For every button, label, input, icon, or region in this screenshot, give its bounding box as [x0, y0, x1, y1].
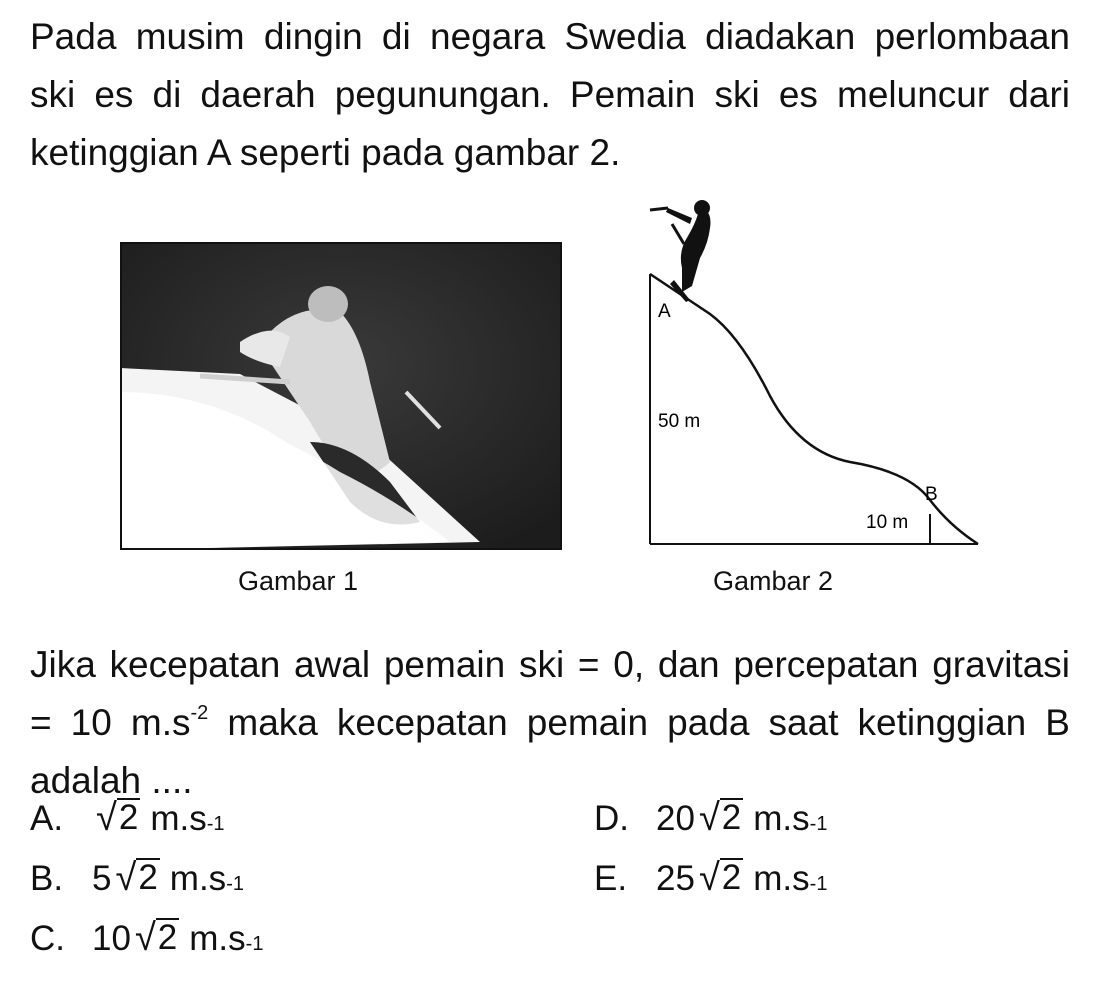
- option-unit: m.s: [150, 798, 207, 838]
- skier-icon: [650, 200, 711, 302]
- sqrt-symbol: √ 2: [115, 856, 158, 899]
- slope-diagram: [620, 196, 1000, 556]
- question-line-2: [30, 694, 1070, 752]
- question-line-1: Jika kecepatan awal pemain ski = 0, dan percepatan gravitasi: [30, 644, 1070, 685]
- option-radicand: 2: [721, 858, 742, 897]
- option-coefficient: 10: [92, 918, 131, 958]
- skier-photo: [120, 242, 562, 550]
- option-unit: m.s: [753, 798, 810, 838]
- sqrt-symbol: √ 2: [698, 796, 742, 839]
- question-paragraph: [30, 636, 1070, 810]
- question-line-2-start: = 10 m.s: [30, 702, 191, 743]
- sqrt-symbol: √ 2: [134, 916, 178, 959]
- option-radicand: 2: [157, 918, 178, 957]
- option-unit: m.s: [753, 858, 810, 898]
- question-line-3: adalah ....: [30, 760, 193, 801]
- option-unit: m.s: [189, 918, 246, 958]
- option-coefficient: 25: [656, 858, 695, 898]
- option-radicand: 2: [138, 858, 158, 897]
- option-letter: B.: [30, 858, 64, 898]
- option-c[interactable]: C. 10 √ 2 m.s -1: [30, 916, 264, 959]
- figure-1-caption: Gambar 1: [238, 566, 359, 596]
- option-coefficient: 5: [92, 858, 112, 898]
- height-a-label: 50 m: [658, 411, 701, 432]
- option-letter: E.: [594, 858, 628, 898]
- figure-2-caption: Gambar 2: [713, 566, 834, 596]
- option-b[interactable]: B. 5 √ 2 m.s -1: [30, 856, 244, 899]
- sqrt-symbol: √ 2: [96, 796, 139, 839]
- option-a[interactable]: A. √ 2 m.s -1: [30, 796, 225, 839]
- option-radicand: 2: [118, 798, 139, 837]
- height-b-label: 10 m: [866, 512, 909, 533]
- option-letter: D.: [594, 798, 629, 838]
- question-line-2-end: maka kecepatan pemain pada saat ketinggian B: [208, 702, 1070, 743]
- intro-line-2: ski es di daerah pegunungan. Pemain ski es meluncur dari: [30, 74, 1070, 115]
- question-line-2-exponent: -2: [190, 702, 209, 724]
- option-radicand: 2: [721, 798, 742, 837]
- sqrt-symbol: √ 2: [698, 856, 742, 899]
- option-d[interactable]: D. 20 √ 2 m.s -1: [594, 796, 828, 839]
- option-coefficient: 20: [656, 798, 695, 838]
- intro-line-1: Pada musim dingin di negara Swedia diadakan perlombaan: [30, 16, 1070, 57]
- intro-paragraph: [30, 8, 1070, 182]
- option-letter: C.: [30, 918, 65, 958]
- option-e[interactable]: E. 25 √ 2 m.s -1: [594, 856, 828, 899]
- point-b-label: B: [925, 484, 938, 505]
- point-a-label: A: [658, 301, 671, 322]
- option-letter: A.: [30, 798, 64, 838]
- option-unit: m.s: [169, 858, 227, 898]
- intro-line-3: ketinggian A seperti pada gambar 2.: [30, 132, 621, 173]
